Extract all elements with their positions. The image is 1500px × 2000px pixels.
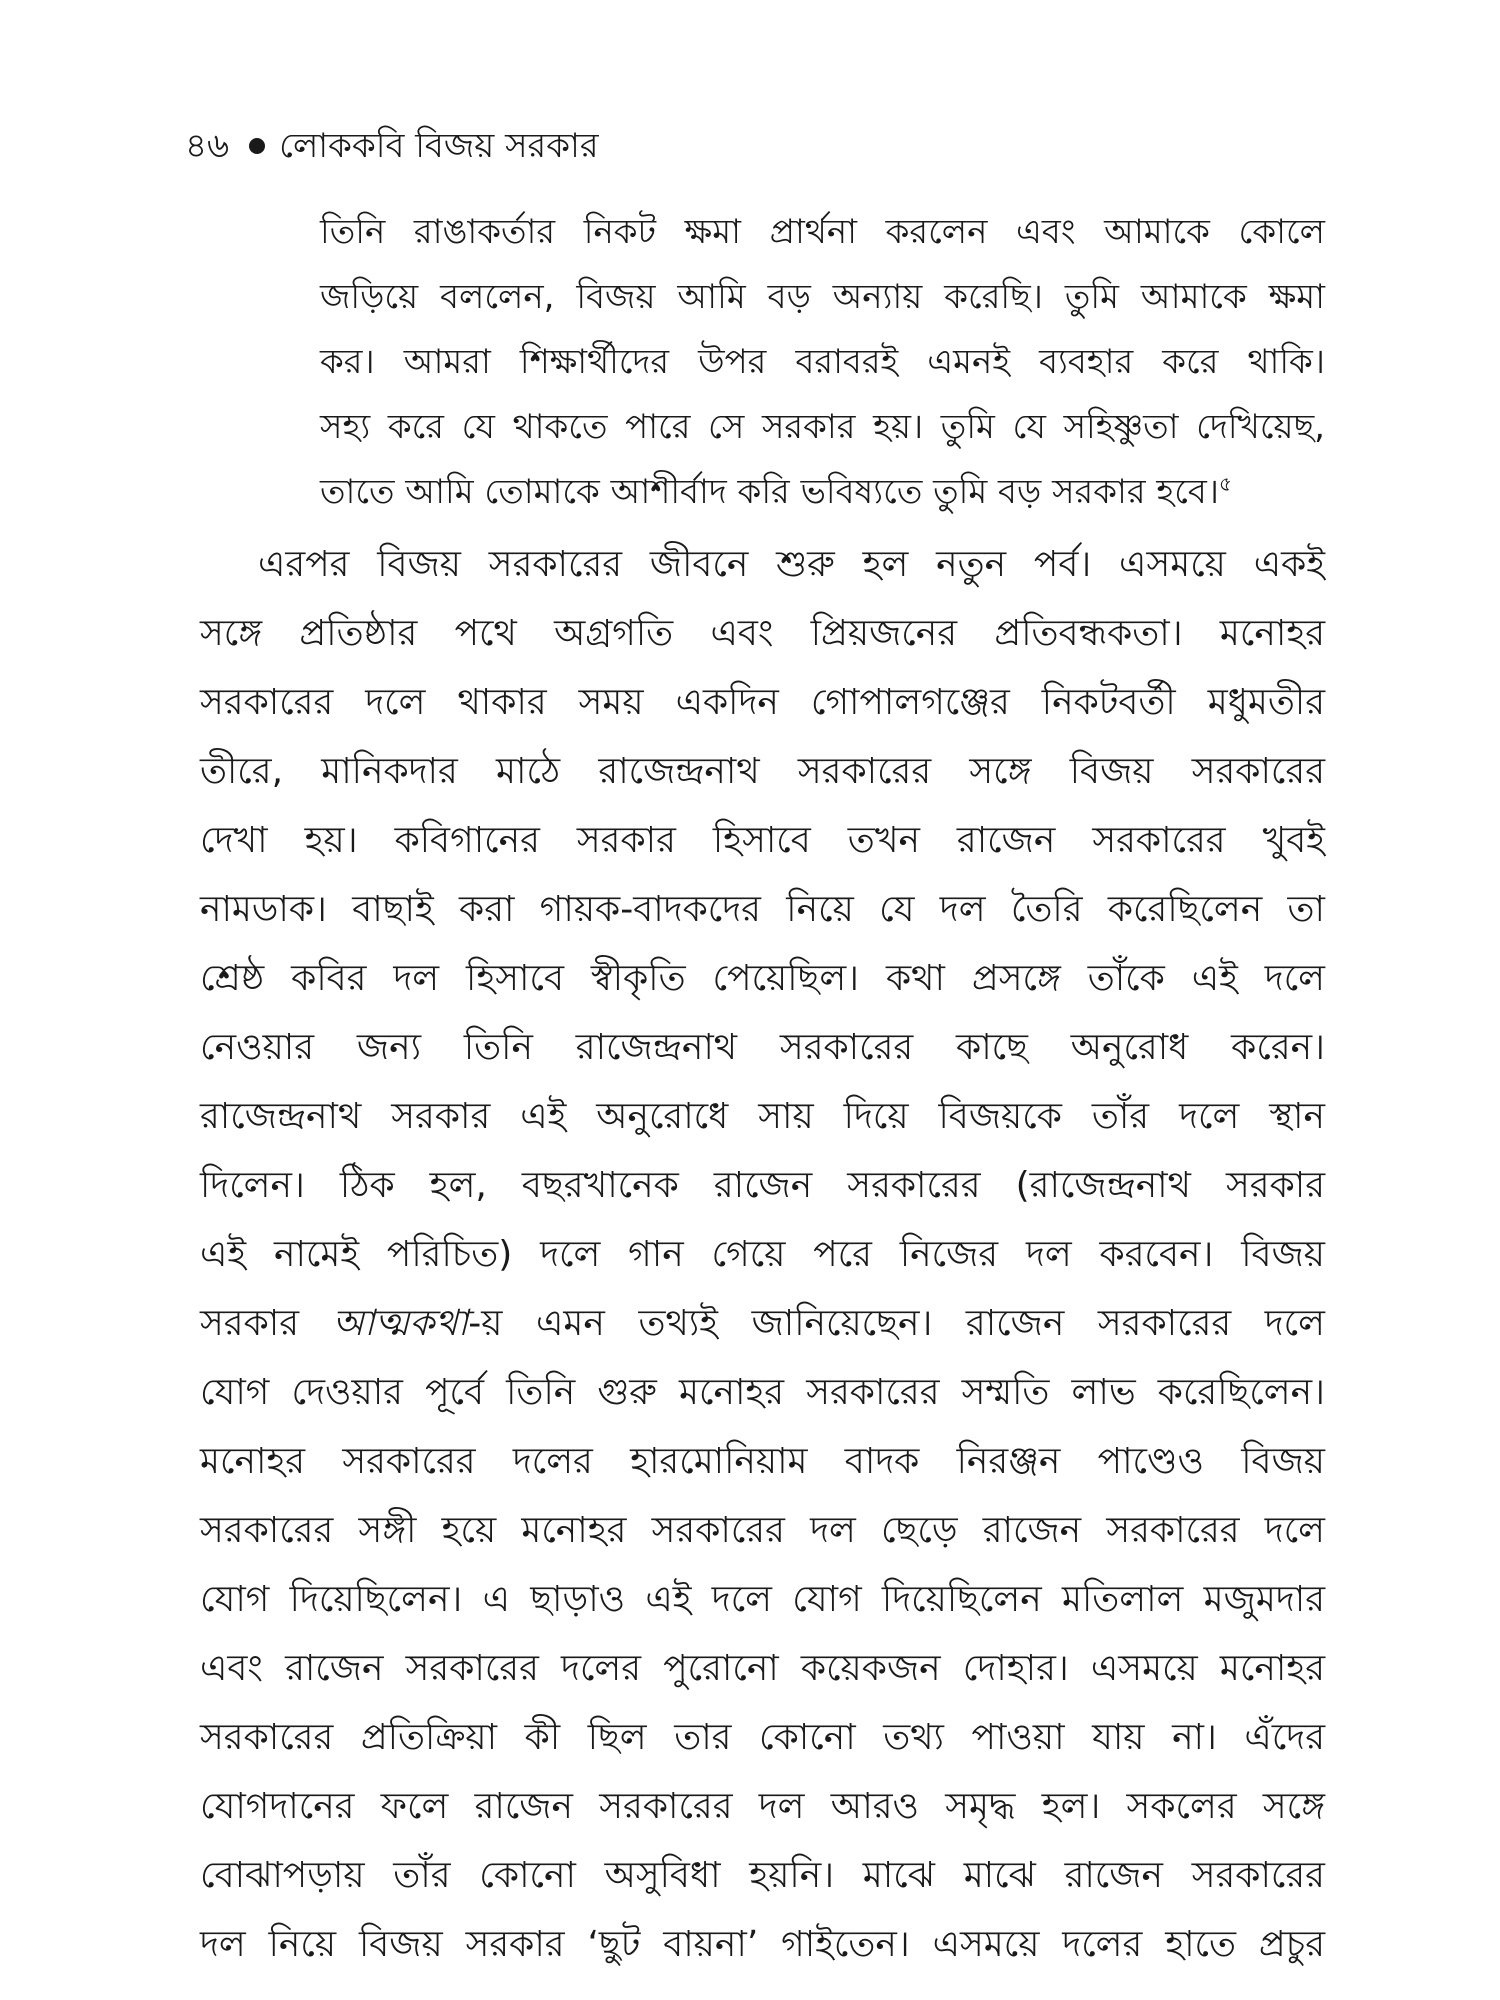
- quote-line: সহ্য করে যে থাকতে পারে সে সরকার হয়। তুমি যে সহিষ্ণুতা দেখিয়েছ,: [320, 407, 1325, 447]
- body-line-prefix: সরকার: [200, 1303, 333, 1344]
- body-line: সরকারের প্রতিক্রিয়া কী ছিল তার কোনো তথ্য পাওয়া যায় না। এঁদের: [200, 1717, 1325, 1758]
- body-line: দিলেন। ঠিক হল, বছরখানেক রাজেন সরকারের (রাজেন্দ্রনাথ সরকার: [200, 1165, 1325, 1206]
- body-line-with-italic: [200, 1289, 1325, 1358]
- body-line: শ্রেষ্ঠ কবির দল হিসাবে স্বীকৃতি পেয়েছিল। কথা প্রসঙ্গে তাঁকে এই দলে: [200, 958, 1325, 999]
- body-line: যোগদানের ফলে রাজেন সরকারের দল আরও সমৃদ্ধ হল। সকলের সঙ্গে: [200, 1786, 1325, 1827]
- body-line: এবং রাজেন সরকারের দলের পুরোনো কয়েকজন দোহার। এসময়ে মনোহর: [200, 1648, 1325, 1689]
- body-line: যোগ দেওয়ার পূর্বে তিনি গুরু মনোহর সরকারের সম্মতি লাভ করেছিলেন।: [200, 1372, 1325, 1413]
- body-line: এরপর বিজয় সরকারের জীবনে শুরু হল নতুন পর্ব। এসময়ে একই: [258, 544, 1325, 585]
- body-line: নামডাক। বাছাই করা গায়ক-বাদকদের নিয়ে যে দল তৈরি করেছিলেন তা: [200, 889, 1325, 930]
- body-line: এই নামেই পরিচিত) দলে গান গেয়ে পরে নিজের দল করবেন। বিজয়: [200, 1234, 1325, 1275]
- bullet-icon: [249, 138, 265, 154]
- body-line: মনোহর সরকারের দলের হারমোনিয়াম বাদক নিরঞ্জন পাণ্ডেও বিজয়: [200, 1441, 1325, 1482]
- quote-line: তাতে আমি তোমাকে আশীর্বাদ করি ভবিষ্যতে তুমি বড় সরকার হবে।: [320, 472, 1219, 512]
- running-title: লোককবি বিজয় সরকার: [279, 126, 599, 166]
- body-paragraph: [200, 530, 1325, 1979]
- quote-line: কর। আমরা শিক্ষার্থীদের উপর বরাবরই এমনই ব্যবহার করে থাকি।: [320, 342, 1325, 382]
- body-line: নেওয়ার জন্য তিনি রাজেন্দ্রনাথ সরকারের কাছে অনুরোধ করেন।: [200, 1027, 1325, 1068]
- body-line: সরকারের সঙ্গী হয়ে মনোহর সরকারের দল ছেড়ে রাজেন সরকারের দলে: [200, 1510, 1325, 1551]
- body-line: দেখা হয়। কবিগানের সরকার হিসাবে তখন রাজেন সরকারের খুবই: [200, 820, 1325, 861]
- body-line-suffix: -য় এমন তথ্যই জানিয়েছেন। রাজেন সরকারের দলে: [468, 1303, 1325, 1344]
- quote-line: তিনি রাঙাকর্তার নিকট ক্ষমা প্রার্থনা করলেন এবং আমাকে কোলে: [320, 212, 1325, 252]
- footnote-marker: ৫: [1219, 471, 1232, 496]
- block-quote: [320, 200, 1325, 525]
- running-header: [185, 118, 599, 174]
- quote-line-last: [320, 460, 1325, 525]
- body-line: যোগ দিয়েছিলেন। এ ছাড়াও এই দলে যোগ দিয়েছিলেন মতিলাল মজুমদার: [200, 1579, 1325, 1620]
- body-line: দল নিয়ে বিজয় সরকার ‘ছুট বায়না’ গাইতেন। এসময়ে দলের হাতে প্রচুর: [200, 1924, 1325, 1965]
- body-line: সঙ্গে প্রতিষ্ঠার পথে অগ্রগতি এবং প্রিয়জনের প্রতিবন্ধকতা। মনোহর: [200, 613, 1325, 654]
- body-line: সরকারের দলে থাকার সময় একদিন গোপালগঞ্জের নিকটবর্তী মধুমতীর: [200, 682, 1325, 723]
- body-line: তীরে, মানিকদার মাঠে রাজেন্দ্রনাথ সরকারের সঙ্গে বিজয় সরকারের: [200, 751, 1325, 792]
- quote-line: জড়িয়ে বললেন, বিজয় আমি বড় অন্যায় করেছি। তুমি আমাকে ক্ষমা: [320, 277, 1325, 317]
- book-title-atmakatha: আত্মকথা: [332, 1303, 469, 1344]
- body-line: রাজেন্দ্রনাথ সরকার এই অনুরোধে সায় দিয়ে বিজয়কে তাঁর দলে স্থান: [200, 1096, 1325, 1137]
- page-number: ৪৬: [185, 126, 230, 166]
- body-line: বোঝাপড়ায় তাঁর কোনো অসুবিধা হয়নি। মাঝে মাঝে রাজেন সরকারের: [200, 1855, 1325, 1896]
